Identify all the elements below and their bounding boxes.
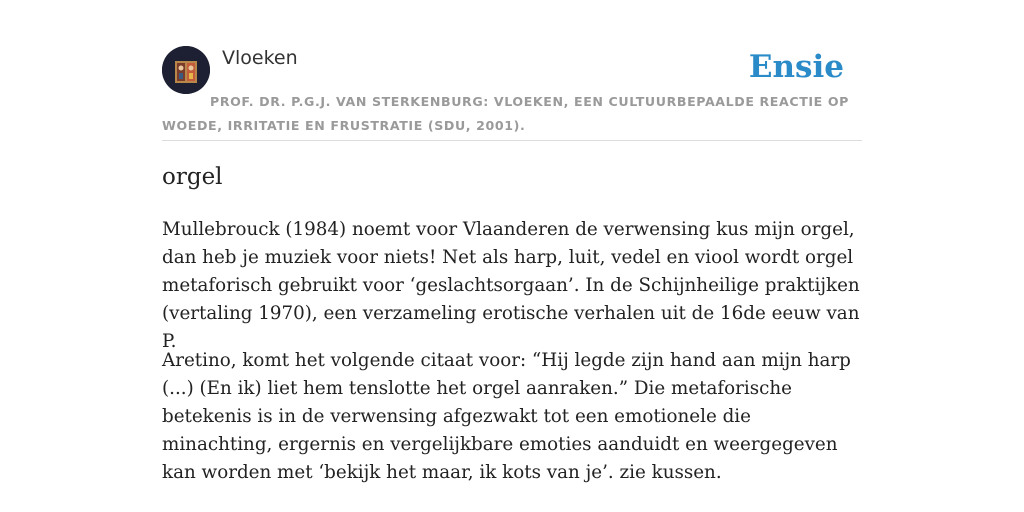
brand-logo[interactable]: Ensie bbox=[748, 49, 844, 85]
entry-card bbox=[162, 46, 862, 483]
book-cover-icon bbox=[162, 46, 210, 94]
dictionary-avatar[interactable] bbox=[162, 46, 210, 94]
dictionary-name[interactable]: Vloeken bbox=[222, 47, 298, 69]
entry-paragraph-1: Mullebrouck (1984) noemt voor Vlaanderen de verwensing kus mijn orgel, dan heb je muziek voor niets! Net als harp, luit, vedel en viool wordt orgel metaforisch gebruikt voor ‘geslachtsorgaan’. In de Schijnheilige praktijken (vertaling 1970), een verzameling erotische verhalen uit de 16de eeuw van P. bbox=[162, 219, 860, 352]
entry-paragraph-2: Aretino, komt het volgende citaat voor: “Hij legde zijn hand aan mijn harp (...) (En ik) liet hem tenslotte het orgel aanraken.” Die metaforische betekenis is in de verwensing afgezwakt tot een emotionele die minachting, ergernis en vergelijkbare emoties aanduidt en weergegeven kan worden met ‘bekijk het maar, ik kots van je’. zie kussen. bbox=[162, 350, 851, 483]
source-citation: PROF. DR. P.G.J. VAN STERKENBURG: VLOEKEN, EEN CULTUURBEPAALDE REACTIE OP WOEDE, IRRITATIE EN FRUSTRATIE (SDU, 2001). bbox=[162, 94, 849, 133]
entry-term: orgel bbox=[162, 164, 223, 190]
entry-header bbox=[162, 46, 862, 141]
